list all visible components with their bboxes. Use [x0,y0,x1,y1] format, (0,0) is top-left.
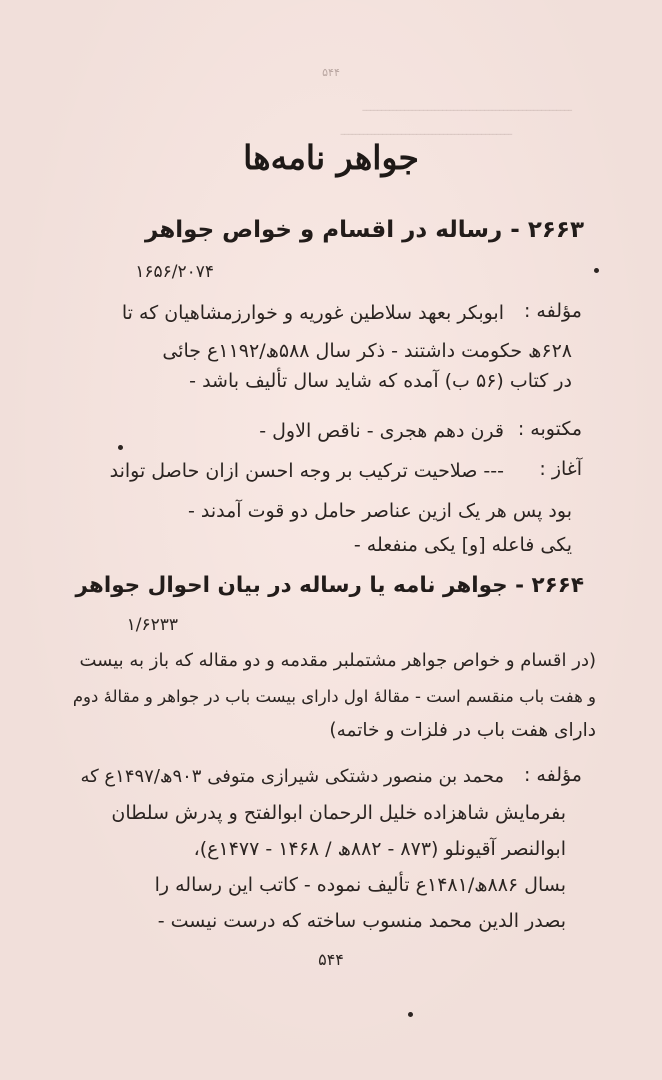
manuscript-ref-2663: ۱۶۵۶/۲۰۷۴ [135,262,214,282]
manuscript-ref-2664: ۱/۶۲۳۳ [126,615,178,635]
entry-heading-2663: ۲۶۶۳ - رساله در اقسام و خواص جواهر [145,217,584,243]
begin-label: آغاز : [539,458,582,480]
begin-line-3: یکی فاعله [و] یکی منفعله - [353,534,572,556]
author2-line-2: بفرمایش شاهزاده خلیل الرحمان ابوالفتح و پدرش سلطان [111,802,566,824]
page-number: ۵۴۴ [318,950,344,969]
bleed-through-text: ـــــــــــــــــــــــــــــــــــــــــــــــــــــــ [362,100,572,115]
desc-line-3: دارای هفت باب در فلزات و خاتمه) [329,720,596,741]
desc-line-1: (در اقسام و خواص جواهر مشتملبر مقدمه و دو مقاله که باز به بیست [79,650,596,671]
desc-line-2: و هفت باب منقسم است - مقالهٔ اول دارای بیست باب در جواهر و مقالهٔ دوم [72,687,596,706]
author2-line-5: بصدر الدین محمد منسوب ساخته که درست نیست - [157,910,566,932]
ink-dot [118,445,123,450]
begin-line-1: --- صلاحیت ترکیب بر وجه احسن ازان حاصل تواند [109,460,504,482]
section-title: جواهر نامه‌ها [243,138,419,177]
author-label: مؤلفه : [523,300,582,322]
author-line-2: ۶۲۸ھ حکومت داشتند - ذکر سال ۵۸۸ھ/۱۱۹۲ع جائی [162,340,572,362]
bleed-through-text: ـــــــــــــــــــــــــــــــــــــــــــــ [340,124,512,139]
author2-line-1: محمد بن منصور دشتکی شیرازی متوفی ۹۰۳ھ/۱۴۹۷ع که [80,766,504,787]
ink-dot [408,1012,413,1017]
entry-heading-2664: ۲۶۶۴ - جواهر نامه یا رساله در بیان احوال جواهر [75,573,584,598]
ink-dot [594,268,599,273]
author2-line-4: بسال ۸۸۶ھ/۱۴۸۱ع تألیف نموده - کاتب این رساله را [154,874,566,896]
author2-line-3: ابوالنصر آقیونلو (۸۷۳ - ۸۸۲ھ / ۱۴۶۸ - ۱۴۷۷ع)، [193,838,566,860]
author-label: مؤلفه : [523,764,582,786]
author-line-1: ابوبکر بعهد سلاطین غوریه و خوارزمشاهیان که تا [121,302,504,324]
author-line-3: در کتاب (۵۶ ب) آمده که شاید سال تألیف باشد - [189,370,572,392]
begin-line-2: بود پس هر یک ازین عناصر حامل دو قوت آمدند - [187,500,572,522]
copy-text: قرن دهم هجری - ناقص الاول - [259,420,504,442]
page-top-mark: ۵۴۴ [322,66,340,79]
copy-label: مکتوبه : [517,418,582,440]
